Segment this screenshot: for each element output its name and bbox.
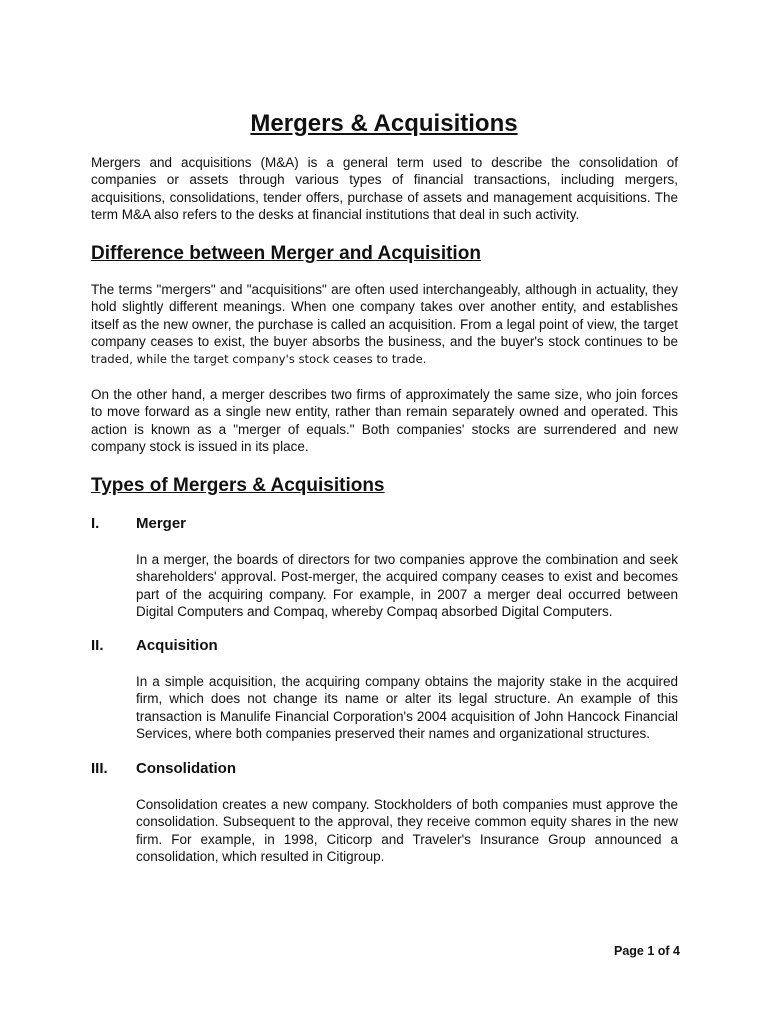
item-title-merger: Merger (136, 515, 187, 532)
section-heading-difference: Difference between Merger and Acquisition (91, 243, 481, 264)
item-text-consolidation: Consolidation creates a new company. Stockholders of both companies must approve the consolidation. Subsequent to the approval, they receive common equity shares in the new firm. For example, in 1998, Citicorp and Traveler's Insurance Group announced a consolidation, which resulted in Citigroup. (136, 797, 678, 864)
difference-paragraph-1-tail: traded, while the target company's stock ceases to trade. (91, 352, 427, 367)
difference-paragraph-1 (91, 281, 678, 368)
item-title-consolidation: Consolidation (136, 760, 236, 777)
page-number: Page 1 of 4 (614, 944, 680, 958)
page-title: Mergers & Acquisitions (250, 110, 518, 137)
intro-paragraph: Mergers and acquisitions (M&A) is a general term used to describe the consolidation of companies or assets through various types of financial transactions, including mergers, acquisitions, consolidations, tender offers, purchase of assets and management acquisitions. The term M&A also refers to the desks at financial institutions that deal in such activity. (91, 155, 678, 222)
section-heading-types: Types of Mergers & Acquisitions (91, 475, 385, 496)
difference-paragraph-1-main: The terms "mergers" and "acquisitions" are often used interchangeably, although in actuality, they hold slightly different meanings. When one company takes over another entity, and establishes itself as the new owner, the purchase is called an acquisition. From a legal point of view, the target company ceases to exist, the buyer absorbs the business, and the buyer's stock continues to be (91, 282, 678, 349)
item-text-acquisition: In a simple acquisition, the acquiring company obtains the majority stake in the acquired firm, which does not change its name or alter its legal structure. An example of this transaction is Manulife Financial Corporation's 2004 acquisition of John Hancock Financial Services, where both companies preserved their names and organizational structures. (136, 674, 678, 741)
item-numeral: II. (91, 637, 104, 654)
item-text-merger: In a merger, the boards of directors for two companies approve the combination and seek shareholders' approval. Post-merger, the acquired company ceases to exist and becomes part of the acquiring company. For example, in 2007 a merger deal occurred between Digital Computers and Compaq, whereby Compaq absorbed Digital Computers. (136, 552, 678, 619)
item-title-acquisition: Acquisition (136, 637, 218, 654)
item-numeral: III. (91, 760, 108, 777)
difference-paragraph-2: On the other hand, a merger describes two firms of approximately the same size, who join forces to move forward as a single new entity, rather than remain separately owned and operated. This action is known as a "merger of equals." Both companies' stocks are surrendered and new company stock is issued in its place. (91, 387, 678, 454)
item-numeral: I. (91, 515, 100, 532)
